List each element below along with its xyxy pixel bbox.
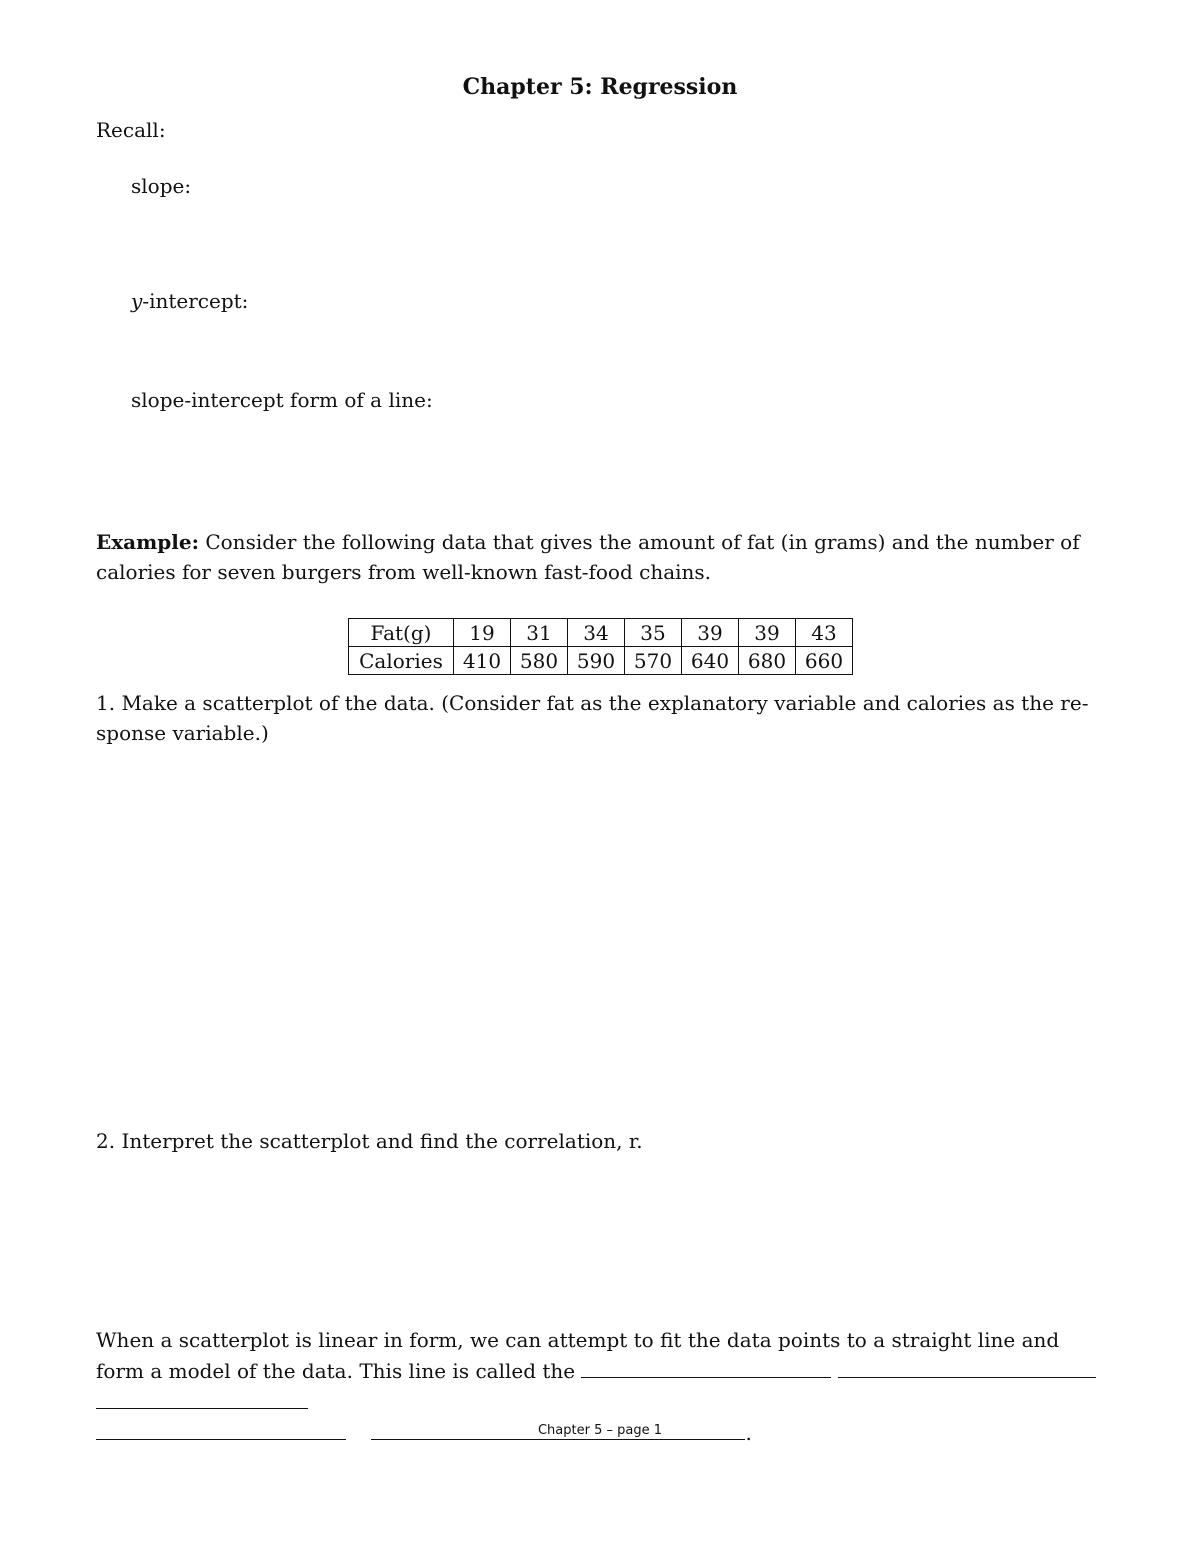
table-header-fat: Fat(g) [349, 619, 454, 647]
page-footer: Chapter 5 – page 1 [537, 1423, 662, 1438]
answer-blank-3[interactable] [96, 1386, 308, 1409]
table-cell: 39 [739, 619, 796, 647]
table-row-calories [349, 647, 853, 675]
closing-text: When a scatterplot is linear in form, we can attempt to fit the data points to a straight line and form a model of the data. This line is called the [96, 1328, 1060, 1383]
table-row-fat [349, 619, 853, 647]
example-paragraph [96, 527, 1106, 587]
slope-intercept-label: slope-intercept form of a line: [131, 388, 433, 412]
slope-label: slope: [131, 174, 192, 198]
closing-period: . [745, 1421, 752, 1445]
table-cell: 680 [739, 647, 796, 675]
data-table [348, 618, 853, 675]
table-cell: 34 [568, 619, 625, 647]
table-cell: 570 [625, 647, 682, 675]
table-cell: 39 [682, 619, 739, 647]
table-cell: 410 [454, 647, 511, 675]
table-cell: 580 [511, 647, 568, 675]
question-2: 2. Interpret the scatterplot and find the correlation, r. [96, 1129, 643, 1153]
question-1: 1. Make a scatterplot of the data. (Consider fat as the explanatory variable and calories as the re- sponse variable.) [96, 691, 1089, 745]
y-intercept-text: -intercept: [142, 289, 249, 313]
table-header-calories: Calories [349, 647, 454, 675]
table-cell: 35 [625, 619, 682, 647]
table-cell: 640 [682, 647, 739, 675]
table-cell: 19 [454, 619, 511, 647]
table-cell: 43 [796, 619, 853, 647]
page-title: Chapter 5: Regression [462, 74, 738, 100]
example-label: Example: [96, 530, 199, 554]
recall-label: Recall: [96, 118, 166, 142]
y-variable: y [131, 289, 143, 313]
table-cell: 590 [568, 647, 625, 675]
answer-blank-2[interactable] [838, 1355, 1096, 1378]
table-cell: 31 [511, 619, 568, 647]
answer-blank-1[interactable] [581, 1355, 831, 1378]
example-text: Consider the following data that gives the amount of fat (in grams) and the number of calories for seven burgers from well-known fast-food chains. [96, 530, 1080, 584]
y-intercept-label [131, 289, 248, 313]
table-cell: 660 [796, 647, 853, 675]
